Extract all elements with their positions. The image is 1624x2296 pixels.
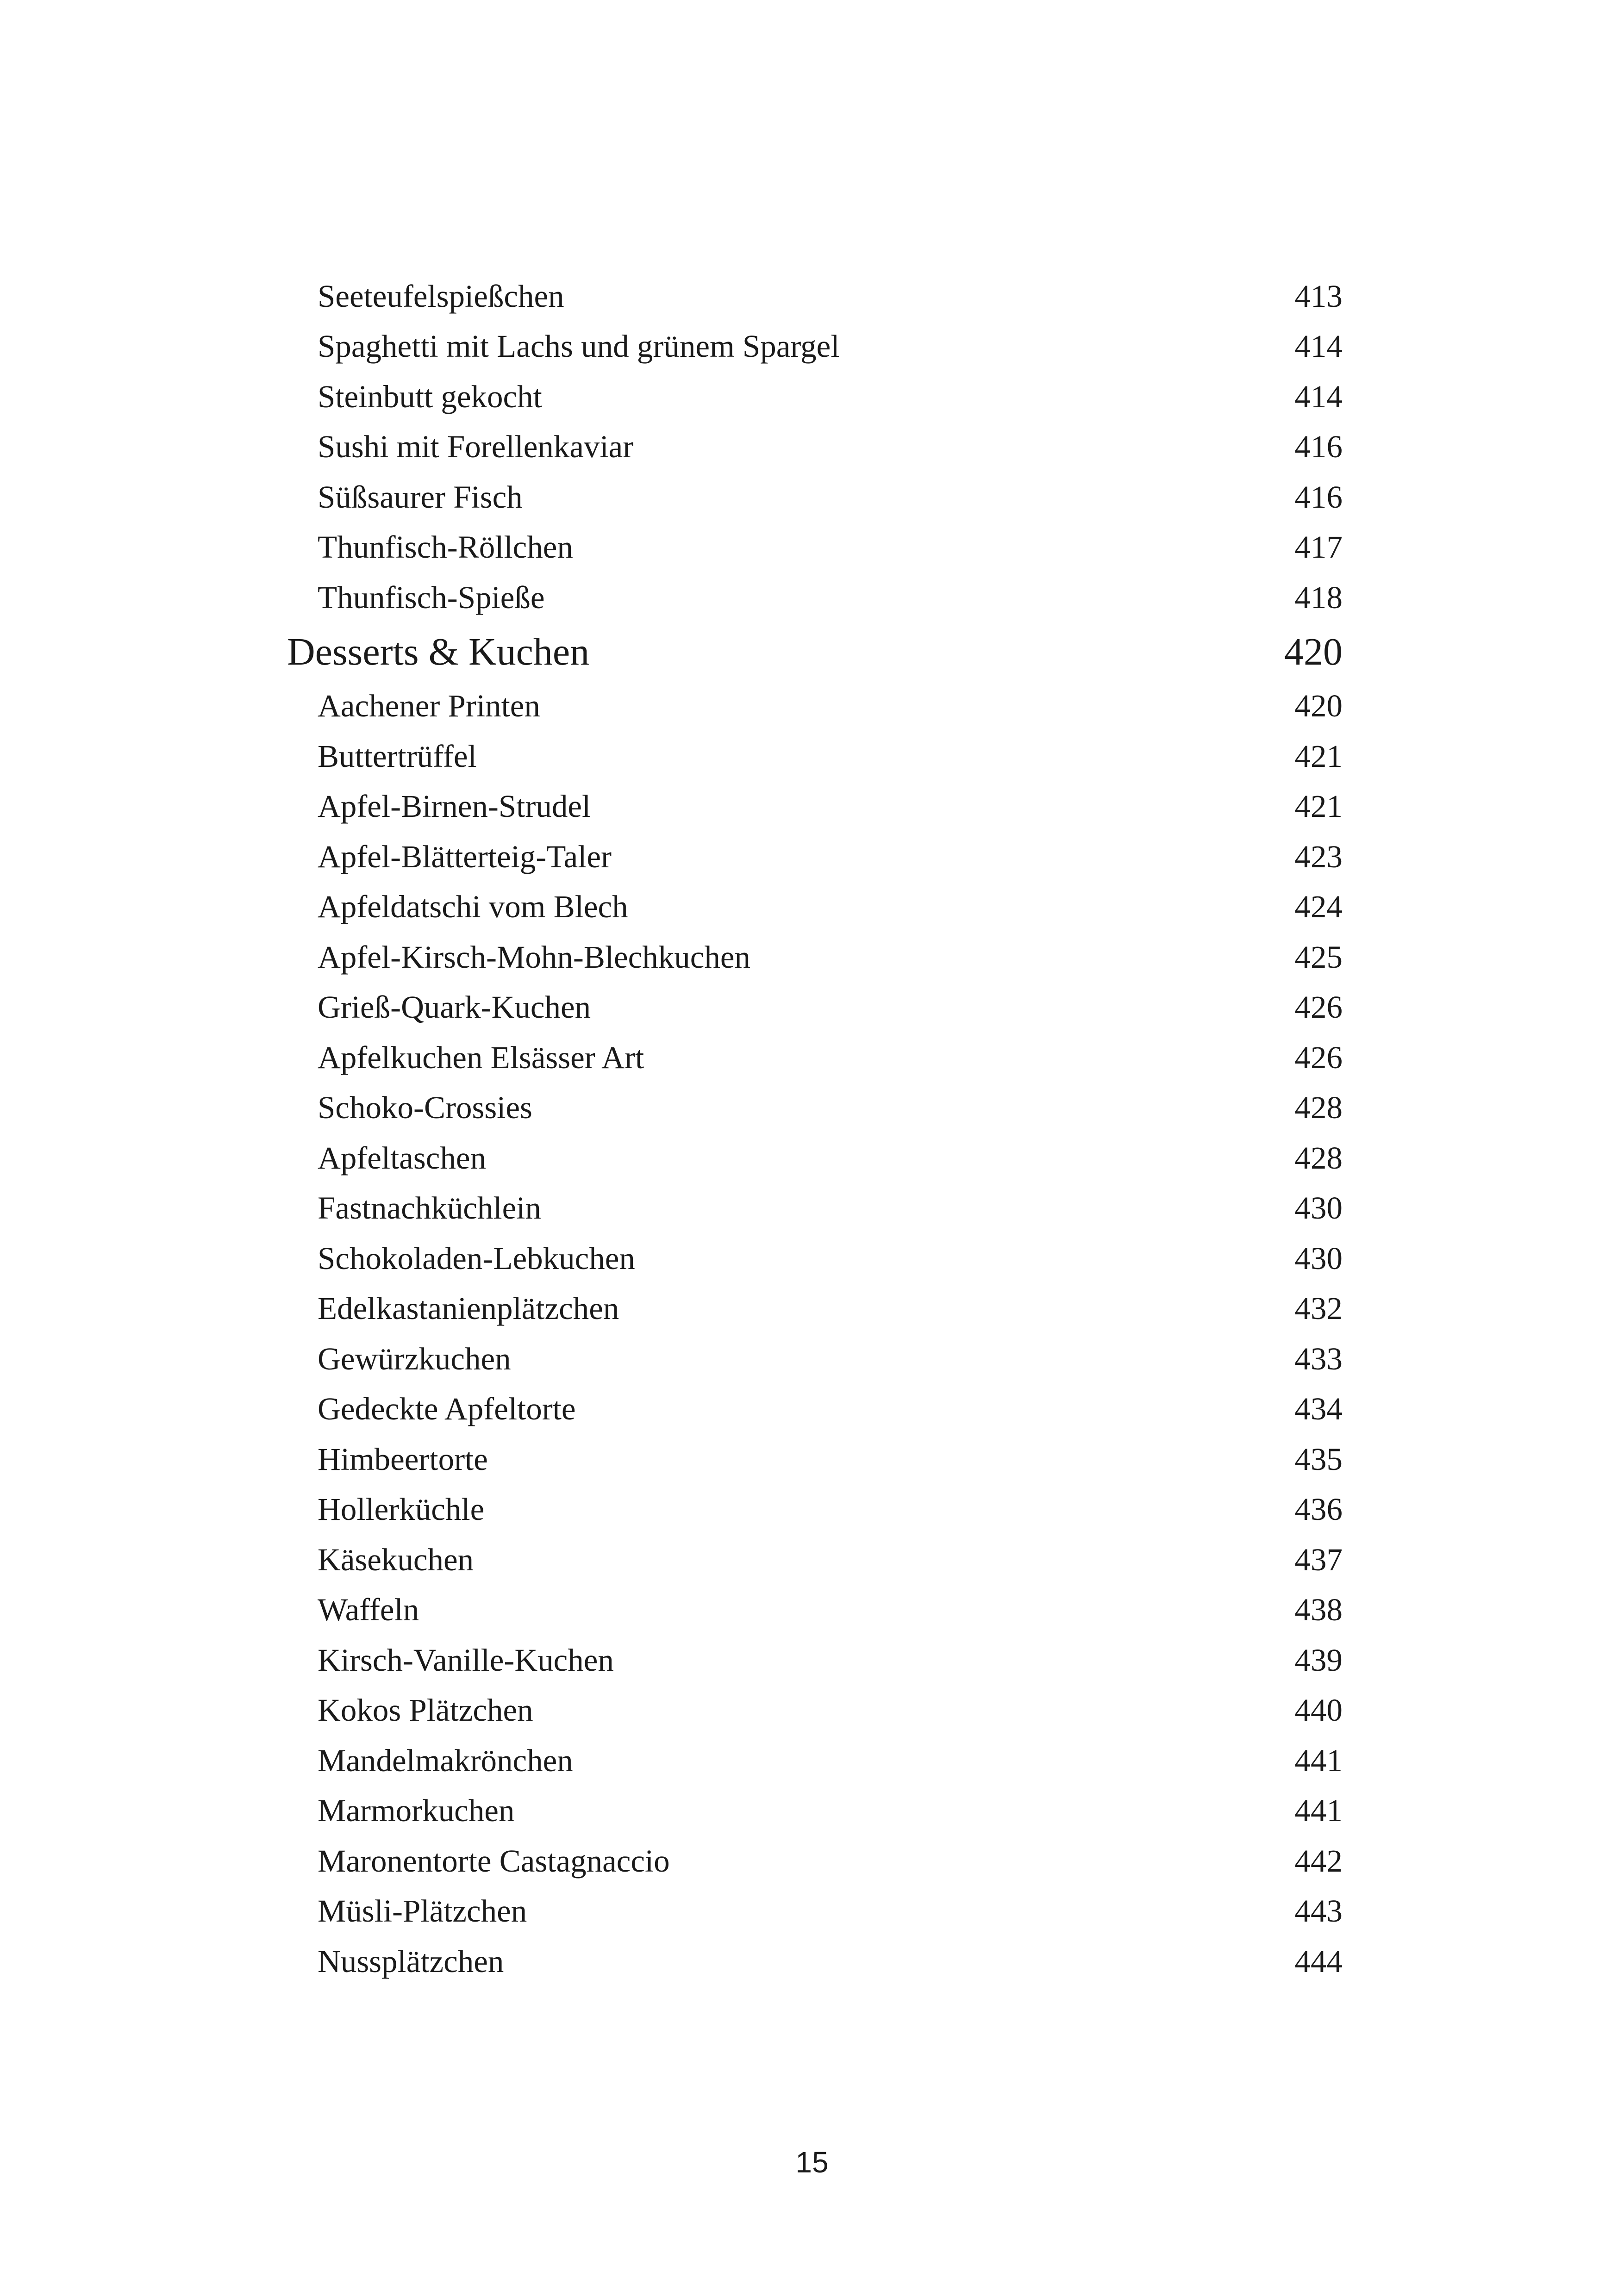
toc-entry xyxy=(287,1133,1343,1183)
entry-page-number: 425 xyxy=(1294,939,1343,975)
entry-title: Buttertrüffel xyxy=(318,738,477,774)
toc-entry xyxy=(287,322,1343,372)
toc-entry xyxy=(287,1384,1343,1435)
entry-page-number: 440 xyxy=(1294,1692,1343,1728)
entry-title: Seeteufelspießchen xyxy=(318,278,564,314)
entry-page-number: 432 xyxy=(1294,1291,1343,1326)
entry-page-number: 441 xyxy=(1294,1742,1343,1778)
toc-entry xyxy=(287,422,1343,473)
entry-page-number: 439 xyxy=(1294,1642,1343,1678)
entry-page-number: 417 xyxy=(1294,529,1343,565)
entry-title: Apfel-Blätterteig-Taler xyxy=(318,839,612,874)
entry-title: Süßsaurer Fisch xyxy=(318,479,523,515)
entry-title: Steinbutt gekocht xyxy=(318,379,542,414)
toc-entry xyxy=(287,1033,1343,1083)
entry-title: Nussplätzchen xyxy=(318,1943,504,1979)
entry-page-number: 414 xyxy=(1294,379,1343,414)
entry-title: Spaghetti mit Lachs und grünem Spargel xyxy=(318,329,840,364)
entry-title: Schokoladen-Lebkuchen xyxy=(318,1240,635,1276)
entry-title: Aachener Printen xyxy=(318,688,540,724)
entry-page-number: 433 xyxy=(1294,1341,1343,1376)
toc-entry xyxy=(287,1886,1343,1937)
toc-entry xyxy=(287,932,1343,983)
entry-page-number: 435 xyxy=(1294,1441,1343,1477)
toc-entry xyxy=(287,832,1343,882)
entry-page-number: 426 xyxy=(1294,989,1343,1025)
entry-page-number: 436 xyxy=(1294,1492,1343,1527)
entry-title: Waffeln xyxy=(318,1592,419,1628)
entry-page-number: 434 xyxy=(1294,1391,1343,1427)
entry-page-number: 420 xyxy=(1294,688,1343,724)
entry-page-number: 421 xyxy=(1294,738,1343,774)
entry-page-number: 416 xyxy=(1294,429,1343,465)
entry-page-number: 442 xyxy=(1294,1843,1343,1879)
entry-title: Apfeltaschen xyxy=(318,1140,487,1176)
entry-title: Edelkastanienplätzchen xyxy=(318,1291,619,1326)
page-number: 15 xyxy=(795,2146,829,2179)
toc-entry xyxy=(287,1686,1343,1736)
entry-title: Kokos Plätzchen xyxy=(318,1692,533,1728)
toc-entry xyxy=(287,1635,1343,1686)
entry-title: Gewürzkuchen xyxy=(318,1341,511,1376)
toc-entry xyxy=(287,572,1343,623)
entry-page-number: 414 xyxy=(1294,329,1343,364)
entry-title: Gedeckte Apfeltorte xyxy=(318,1391,576,1427)
entry-title: Fastnachküchlein xyxy=(318,1190,541,1226)
toc-entry xyxy=(287,1836,1343,1886)
entry-page-number: 423 xyxy=(1294,839,1343,874)
toc-entry xyxy=(287,1485,1343,1535)
toc-entry xyxy=(287,882,1343,933)
entry-page-number: 416 xyxy=(1294,479,1343,515)
toc-entry xyxy=(287,1535,1343,1585)
toc-entry xyxy=(287,523,1343,573)
section-title: Desserts & Kuchen xyxy=(287,630,590,673)
toc-entry xyxy=(287,472,1343,523)
toc-entry xyxy=(287,1083,1343,1133)
toc-entry xyxy=(287,1183,1343,1234)
toc-entry xyxy=(287,983,1343,1033)
entry-title: Apfel-Birnen-Strudel xyxy=(318,789,591,824)
entry-page-number: 430 xyxy=(1294,1190,1343,1226)
toc-entry xyxy=(287,1434,1343,1485)
entry-page-number: 421 xyxy=(1294,789,1343,824)
entry-title: Himbeertorte xyxy=(318,1441,488,1477)
entry-page-number: 428 xyxy=(1294,1140,1343,1176)
entry-title: Apfel-Kirsch-Mohn-Blechkuchen xyxy=(318,939,751,975)
entry-page-number: 430 xyxy=(1294,1240,1343,1276)
entry-title: Maronentorte Castagnaccio xyxy=(318,1843,670,1879)
toc-entry xyxy=(287,1736,1343,1786)
entry-title: Käsekuchen xyxy=(318,1542,474,1577)
toc-entry xyxy=(287,271,1343,322)
entry-title: Sushi mit Forellenkaviar xyxy=(318,429,634,465)
toc-entry xyxy=(287,372,1343,422)
entry-title: Mandelmakrönchen xyxy=(318,1742,573,1778)
entry-page-number: 441 xyxy=(1294,1793,1343,1829)
toc-entry xyxy=(287,782,1343,832)
entry-page-number: 418 xyxy=(1294,579,1343,615)
entry-title: Hollerküchle xyxy=(318,1492,485,1527)
entry-page-number: 424 xyxy=(1294,889,1343,925)
entry-page-number: 426 xyxy=(1294,1039,1343,1075)
toc-section-heading xyxy=(287,623,1343,681)
entry-title: Apfelkuchen Elsässer Art xyxy=(318,1039,644,1075)
entry-page-number: 443 xyxy=(1294,1893,1343,1929)
toc-entry xyxy=(287,1233,1343,1284)
entry-title: Marmorkuchen xyxy=(318,1793,515,1829)
entry-title: Kirsch-Vanille-Kuchen xyxy=(318,1642,614,1678)
toc-entry xyxy=(287,1936,1343,1987)
entry-title: Schoko-Crossies xyxy=(318,1090,532,1126)
entry-title: Thunfisch-Röllchen xyxy=(318,529,573,565)
toc-entry xyxy=(287,1284,1343,1334)
toc-entry xyxy=(287,731,1343,782)
toc-entry xyxy=(287,1786,1343,1836)
entry-page-number: 428 xyxy=(1294,1090,1343,1126)
toc-entry xyxy=(287,681,1343,732)
table-of-contents xyxy=(287,271,1343,1987)
entry-title: Grieß-Quark-Kuchen xyxy=(318,989,591,1025)
toc-entry xyxy=(287,1334,1343,1384)
entry-page-number: 437 xyxy=(1294,1542,1343,1577)
entry-title: Apfeldatschi vom Blech xyxy=(318,889,628,925)
entry-title: Müsli-Plätzchen xyxy=(318,1893,527,1929)
toc-entry xyxy=(287,1585,1343,1636)
section-page-number: 420 xyxy=(1284,630,1343,673)
entry-page-number: 413 xyxy=(1294,278,1343,314)
entry-page-number: 444 xyxy=(1294,1943,1343,1979)
entry-title: Thunfisch-Spieße xyxy=(318,579,545,615)
entry-page-number: 438 xyxy=(1294,1592,1343,1628)
